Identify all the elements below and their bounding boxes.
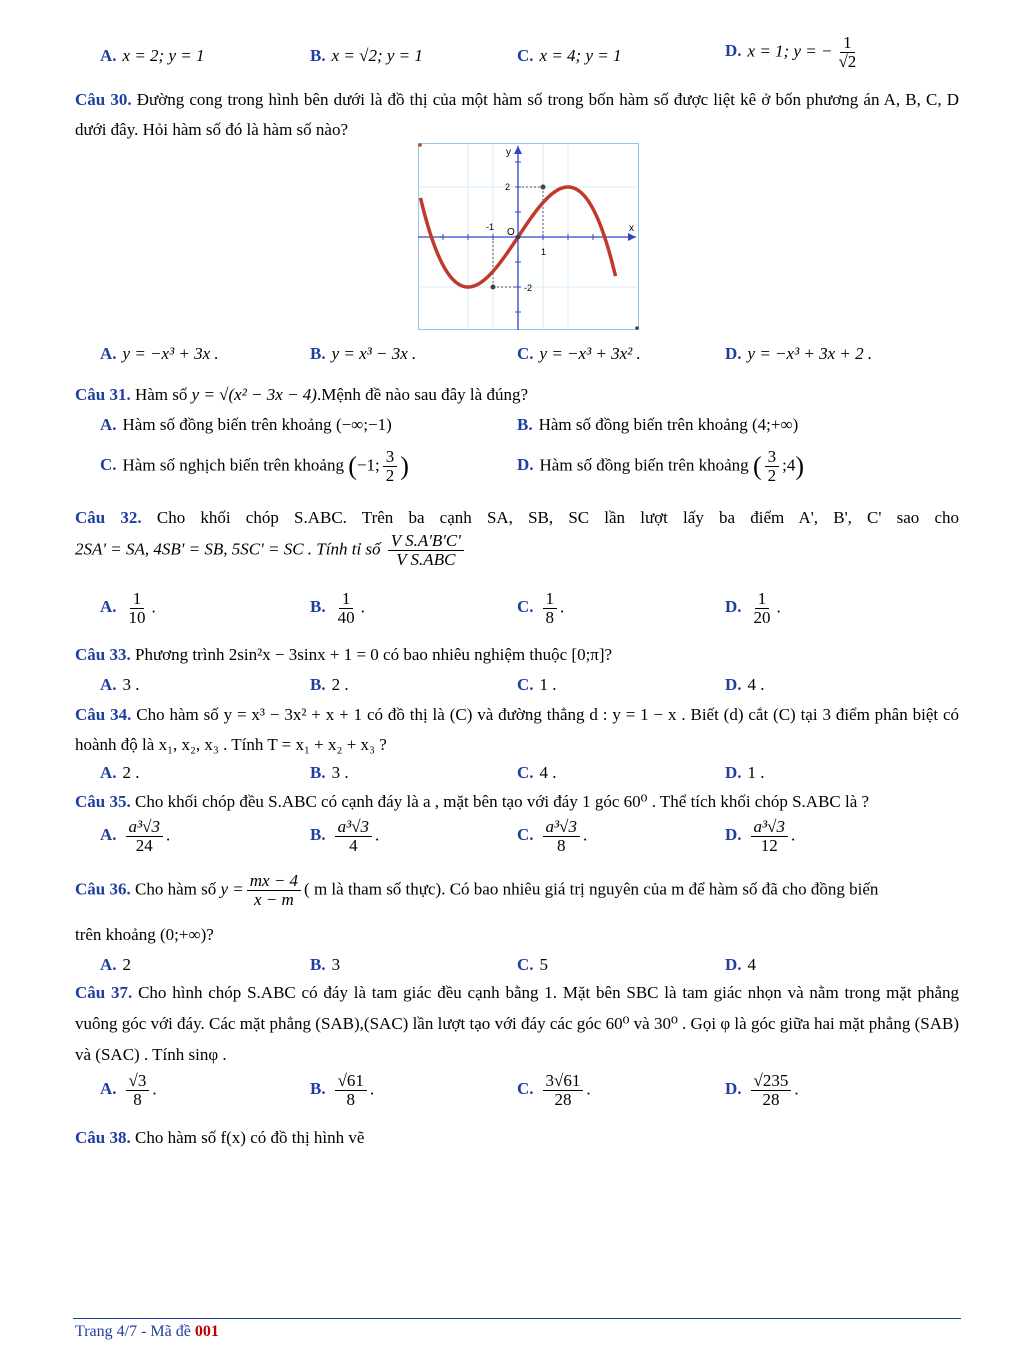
- q32-stem-line2: 2SA' = SA, 4SB' = SB, 5SC' = SC . Tính tỉ số $\frac{\text{V S.A'B'C'}}{\text{V S.ABC}}$: [75, 532, 467, 569]
- q29-option-b[interactable]: B. x = √2; y = 1: [310, 46, 423, 65]
- q34-option-b[interactable]: B. 3 .: [310, 763, 349, 782]
- q33-option-d[interactable]: D. 4 .: [725, 675, 765, 694]
- q35-option-d[interactable]: D. $\frac{\text{a³√3}}{12}$ .: [725, 817, 796, 855]
- page-footer: Trang 4/7 - Mã đề 001: [75, 1323, 219, 1340]
- q35-option-a[interactable]: A. $\frac{\text{a³√3}}{24}$ .: [100, 817, 171, 855]
- q29-option-d[interactable]: D. x = 1; y = − $\frac{1}{√2}$: [725, 33, 857, 71]
- exam-code: 001: [194, 1323, 219, 1340]
- q32-stem: Câu 32. Cho khối chóp S.ABC. Trên ba cạnh SA, SB, SC lần lượt lấy ba điểm A', B', C' sao cho: [75, 508, 960, 527]
- q34-option-c[interactable]: C. 4 .: [517, 763, 557, 782]
- q34-option-a[interactable]: A. 2 .: [100, 763, 140, 782]
- q31-option-d[interactable]: D. Hàm số đồng biến trên khoảng ( $\frac{3}{2}$ ;4): [517, 447, 805, 485]
- q36-option-d[interactable]: D. 4: [725, 955, 757, 974]
- q30-option-d[interactable]: D. y = −x³ + 3x + 2 .: [725, 344, 873, 363]
- q33-option-b[interactable]: B. 2 .: [310, 675, 349, 694]
- q30-stem: Câu 30. Đường cong trong hình bên dưới là đồ thị của một hàm số trong bốn hàm số được liệt kê ở bốn phương án A, B, C, D dưới đây. Hỏi hàm số đó là hàm số nào?: [75, 90, 959, 139]
- q33-stem: Câu 33. Phương trình 2sin²x − 3sinx + 1 = 0 có bao nhiêu nghiệm thuộc [0;π]?: [75, 645, 613, 664]
- q32-option-a[interactable]: A. $\frac{1}{10}$ .: [100, 589, 156, 627]
- tick-label-neg2: -2: [524, 283, 533, 293]
- tick-label-1: 1: [541, 247, 547, 257]
- q36-option-a[interactable]: A. 2: [100, 955, 132, 974]
- q36-stem-line2: trên khoảng (0;+∞)?: [75, 925, 214, 944]
- q37-option-d[interactable]: D. $\frac{√235}{28}$ .: [725, 1071, 799, 1109]
- q29-options: [0, 33, 1030, 71]
- q38-stem: Câu 38. Cho hàm số f(x) có đồ thị hình vẽ: [75, 1128, 365, 1147]
- q32-option-c[interactable]: C. $\frac{1}{8}$ .: [517, 589, 565, 627]
- tick-label-2: 2: [505, 182, 511, 192]
- q31-option-b[interactable]: B. Hàm số đồng biến trên khoảng (4;+∞): [517, 415, 799, 434]
- q35-option-c[interactable]: C. $\frac{\text{a³√3}}{8}$ .: [517, 817, 588, 855]
- q30-option-c[interactable]: C. y = −x³ + 3x² .: [517, 344, 641, 363]
- q33-option-a[interactable]: A. 3 .: [100, 675, 140, 694]
- q32-option-d[interactable]: D. $\frac{1}{20}$ .: [725, 589, 781, 627]
- q36-option-c[interactable]: C. 5: [517, 955, 549, 974]
- q32-option-b[interactable]: B. $\frac{1}{40}$ .: [310, 589, 365, 627]
- q33-option-c[interactable]: C. 1 .: [517, 675, 557, 694]
- q34-stem: Câu 34. Cho hàm số y = x³ − 3x² + x + 1 có đồ thị là (C) và đường thẳng d : y = 1 − x . Biết (d) cắt (C) tại 3 điểm phân biệt có hoành độ là x₁, x₂, x₃ . Tính T = x₁ + x₂ + x₃ ?: [75, 705, 960, 754]
- q31-stem: Câu 31. Hàm số y = √(x² − 3x − 4).Mệnh đề nào sau đây là đúng?: [75, 385, 528, 404]
- q37-option-c[interactable]: C. $\frac{3√61}{28}$ .: [517, 1071, 591, 1109]
- q35-option-b[interactable]: B. $\frac{\text{a³√3}}{4}$ .: [310, 817, 380, 855]
- q34-option-d[interactable]: D. 1 .: [725, 763, 765, 782]
- q36-option-b[interactable]: B. 3: [310, 955, 341, 974]
- q36-stem: Câu 36. Cho hàm số y = $\frac{mx - 4}{x - m}$ ( m là tham số thực). Có bao nhiêu giá trị nguyên của m để hàm số đã cho đồng biến: [75, 871, 879, 909]
- q31-option-a[interactable]: A. Hàm số đồng biến trên khoảng (−∞;−1): [100, 415, 392, 434]
- tick-label-neg1: -1: [486, 222, 495, 232]
- y-axis-label: y: [506, 147, 511, 158]
- origin-label: O: [507, 227, 515, 238]
- x-axis-label: x: [629, 223, 634, 234]
- q30-option-a[interactable]: A. y = −x³ + 3x .: [100, 344, 219, 363]
- footer-divider: [73, 1318, 961, 1319]
- q37-stem: Câu 37. Cho hình chóp S.ABC có đáy là tam giác đều cạnh bằng 1. Mặt bên SBC là tam giác nhọn và nằm trong mặt phẳng vuông góc với đáy. Các mặt phẳng (SAB),(SAC) lần lượt tạo với đáy các góc 60⁰ và 30⁰ . Gọi φ là góc giữa hai mặt phẳng (SAB) và (SAC) . Tính sinφ .: [75, 983, 959, 1064]
- q35-stem: Câu 35. Cho khối chóp đều S.ABC có cạnh đáy là a , mặt bên tạo với đáy 1 góc 60⁰ . Thể tích khối chóp S.ABC là ?: [75, 792, 870, 811]
- q29-option-c[interactable]: C. x = 4; y = 1: [517, 46, 622, 65]
- q30-option-b[interactable]: B. y = x³ − 3x .: [310, 344, 417, 363]
- q37-option-a[interactable]: A. $\frac{√3}{8}$ .: [100, 1071, 157, 1109]
- q31-option-c[interactable]: C. Hàm số nghịch biến trên khoảng (−1; $\frac{3}{2}$ ): [100, 447, 409, 485]
- cubic-function-graph: [418, 143, 640, 331]
- q37-option-b[interactable]: B. $\frac{√61}{8}$ .: [310, 1071, 375, 1109]
- q30-options: [0, 344, 1030, 374]
- q29-option-a[interactable]: A. x = 2; y = 1: [100, 46, 205, 65]
